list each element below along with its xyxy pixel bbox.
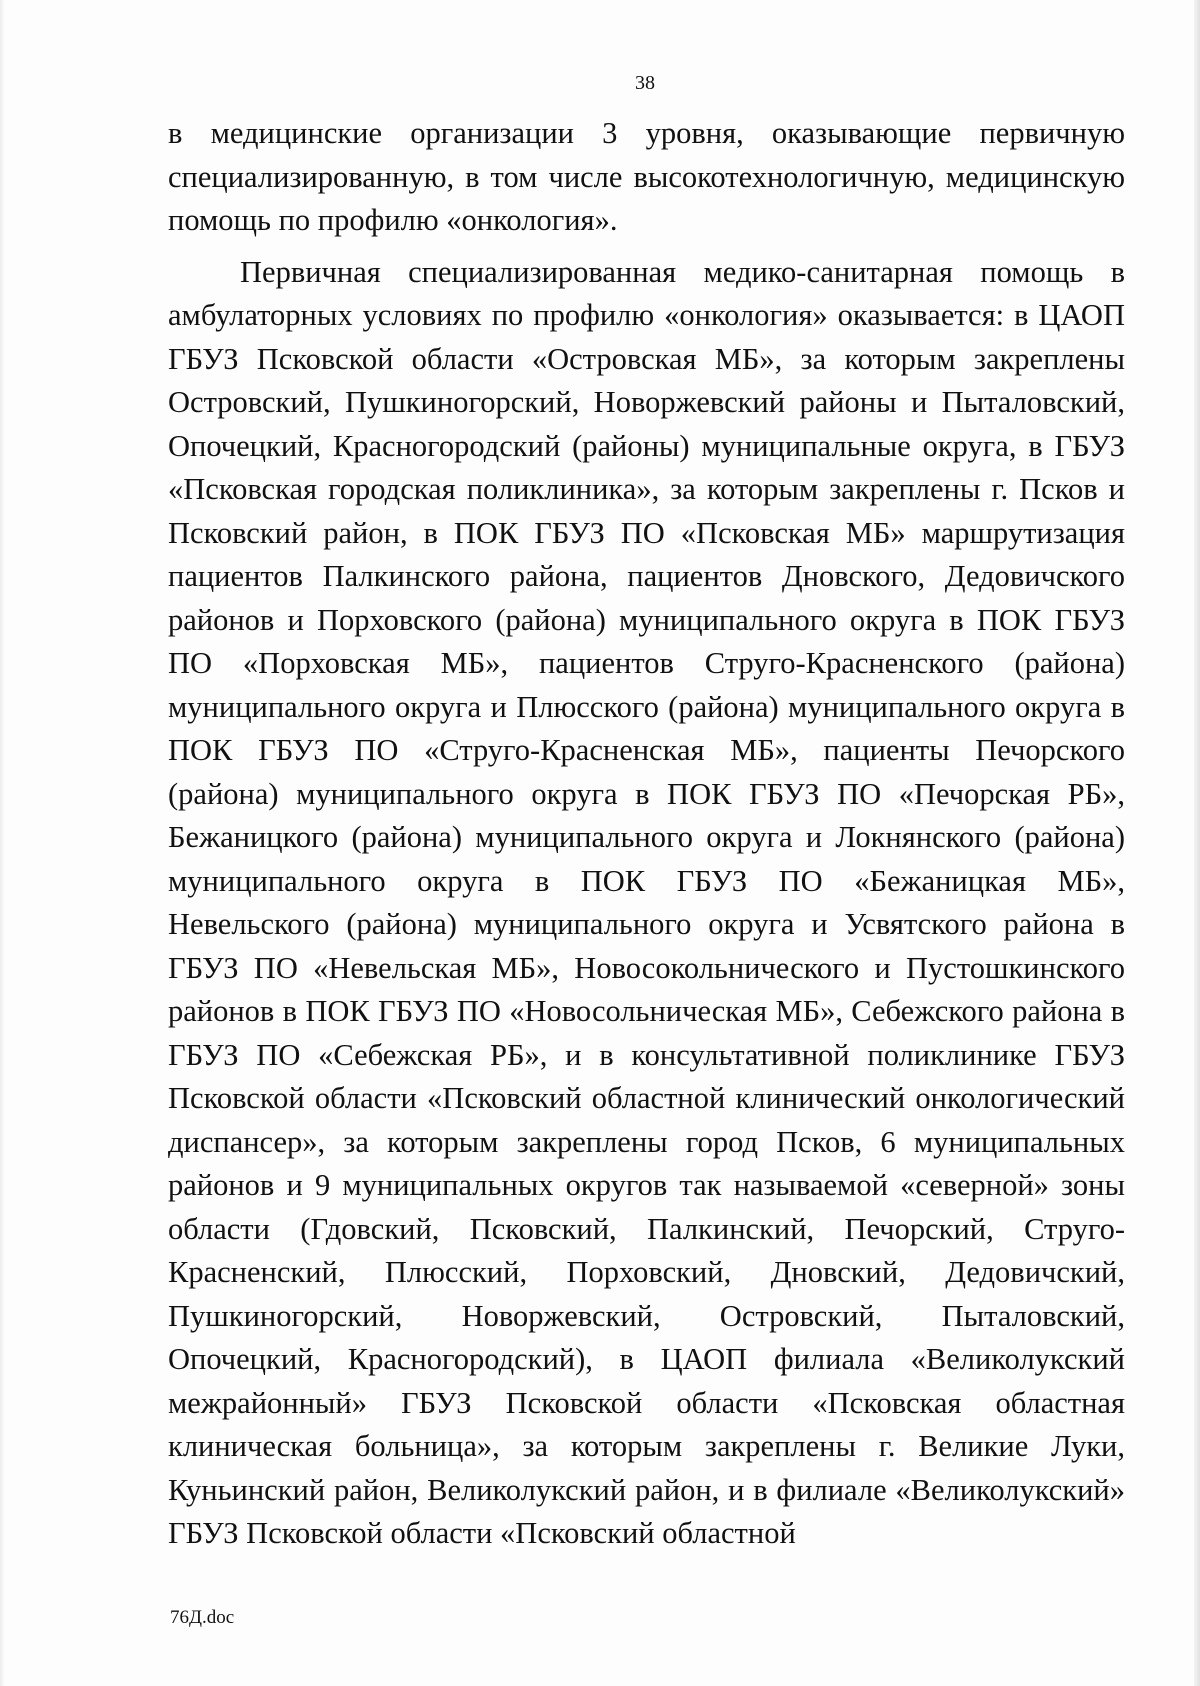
paragraph-main: Первичная специализированная медико-санитарная помощь в амбулаторных условиях по профилю «онкология» оказывается: в ЦАОП ГБУЗ Псковской области «Островская МБ», за которым закреплены Островский, Пушкиногорский, Новоржевский районы и Пыталовский, Опочецкий, Красногородский (районы) муниципальные округа, в ГБУЗ «Псковская городская поликлиника», за которым закреплены г. Псков и Псковский район, в ПОК ГБУЗ ПО «Псковская МБ» маршрутизация пациентов Палкинского района, пациентов Дновского, Дедовичского районов и Порховского (района) муниципального округа в ПОК ГБУЗ ПО «Порховская МБ», пациентов Струго-Красненского (района) муниципального округа и Плюсского (района) муниципального округа в ПОК ГБУЗ ПО «Струго-Красненская МБ», пациенты Печорского (района) муниципального округа в ПОК ГБУЗ ПО «Печорская РБ», Бежаницкого (района) муниципального округа и Локнянского (района) муниципального округа в ПОК ГБУЗ ПО «Бежаницкая МБ», Невельского (района) муниципального округа и Усвятского района в ГБУЗ ПО «Невельская МБ», Новосокольнического и Пустошкинского районов в ПОК ГБУЗ ПО «Новосольническая МБ», Себежского района в ГБУЗ ПО «Себежская РБ», и в консультативной поликлинике ГБУЗ Псковской области «Псковский областной клинический онкологический диспансер», за которым закреплены город Псков, 6 муниципальных районов и 9 муниципальных округов так называемой «северной» зоны области (Гдовский, Псковский, Палкинский, Печорский, Струго-Красненский, Плюсский, Порховский, Дновский, Дедовичский, Пушкиногорский, Новоржевский, Островский, Пыталовский, Опочецкий, Красногородский), в ЦАОП филиала «Великолукский межрайонный» ГБУЗ Псковской области «Псковская областная клиническая больница», за которым закреплены г. Великие Луки, Куньинский район, Великолукский район, и в филиале «Великолукский» ГБУЗ Псковской области «Псковский областной xyxy=(168,254,1125,1550)
footer-filename: 76Д.doc xyxy=(170,1607,235,1628)
body-text xyxy=(168,112,1125,1556)
page-number: 38 xyxy=(635,72,655,94)
paragraph-continuation: в медицинские организации 3 уровня, оказывающие первичную специализированную, в том числе высокотехнологичную, медицинскую помощь по профилю «онкология». xyxy=(168,116,1125,237)
scan-edge-right xyxy=(1194,0,1200,1686)
scan-edge-left xyxy=(0,0,4,1686)
